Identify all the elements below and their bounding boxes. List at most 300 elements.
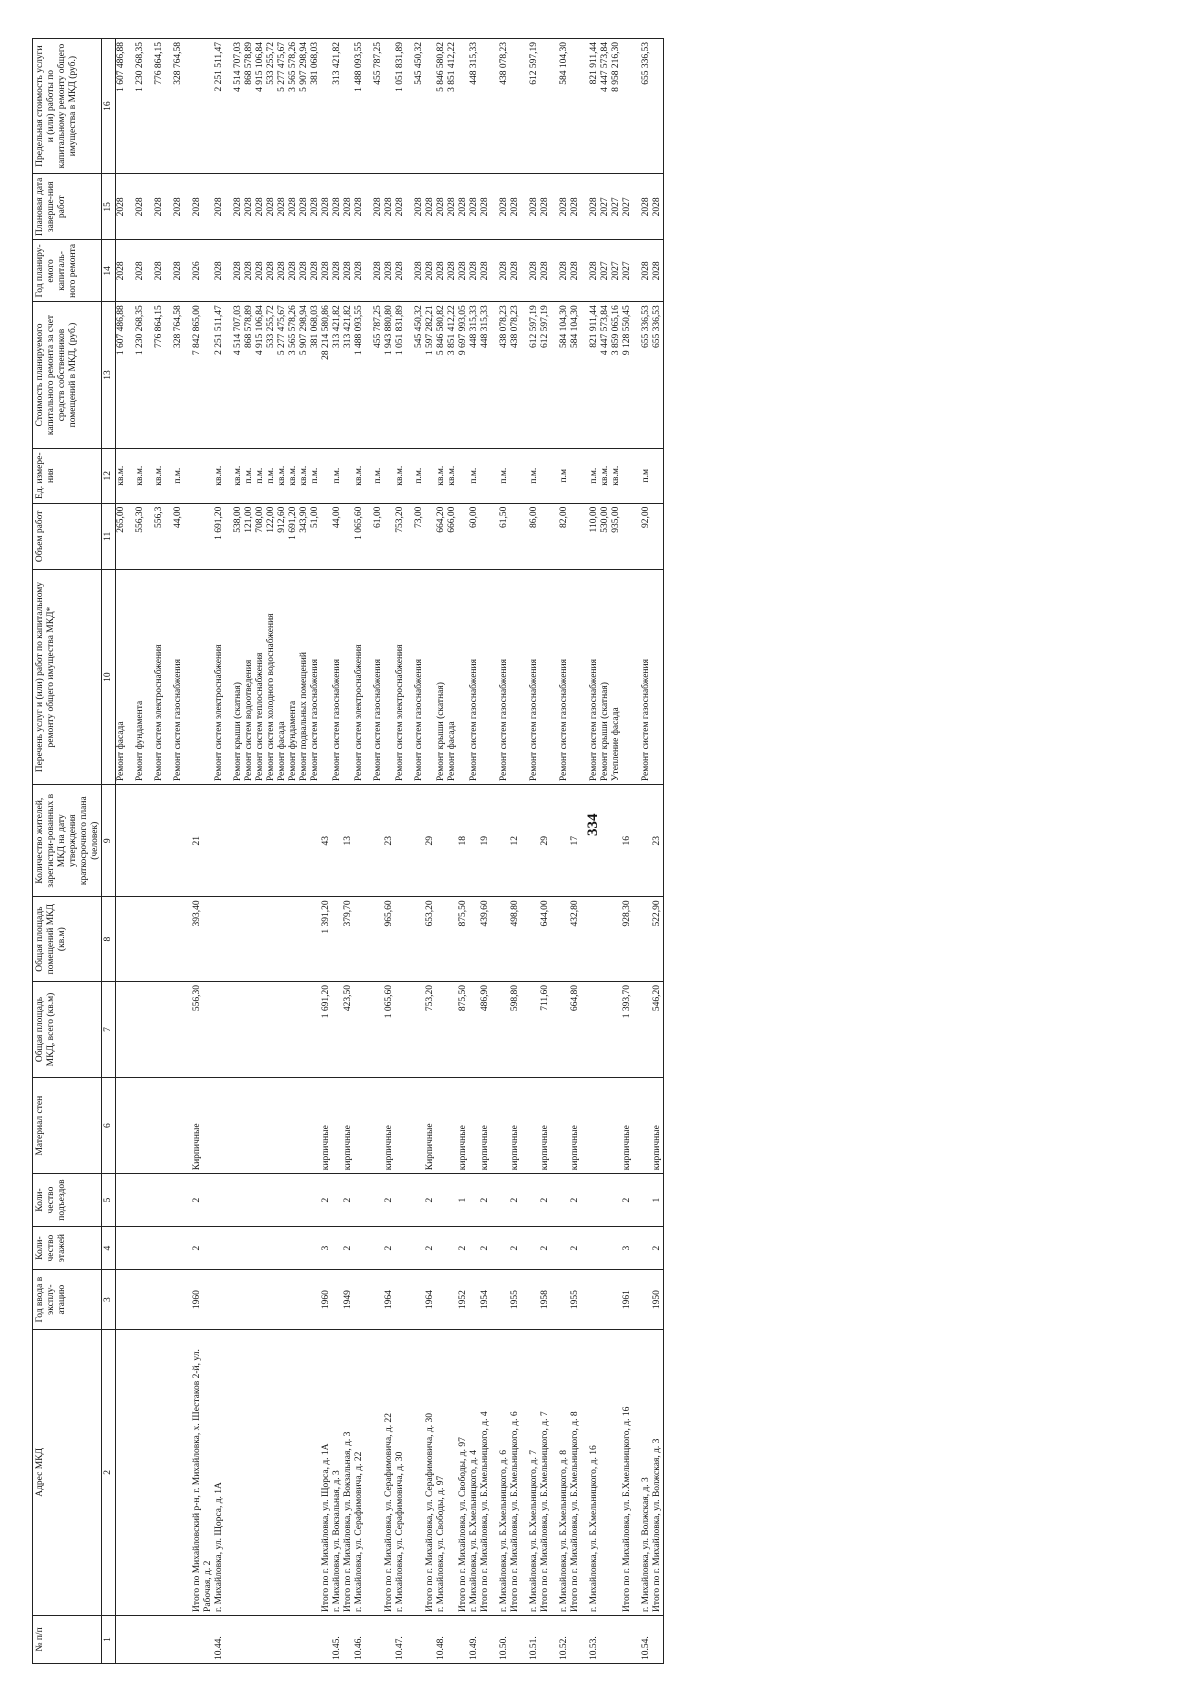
table-cell (581, 1329, 589, 1615)
table-cell: 2028 (299, 240, 310, 302)
table-cell (332, 1270, 343, 1330)
column-number: 9 (102, 785, 116, 897)
table-cell: 110,00 (589, 503, 600, 569)
table-cell (214, 1078, 225, 1174)
table-cell (233, 1226, 244, 1269)
table-cell (447, 1226, 458, 1269)
table-cell (521, 1174, 529, 1227)
table-cell: Ремонт подвальных помещений (299, 570, 310, 785)
table-cell: 965,60 (384, 897, 395, 982)
table-row (447, 39, 458, 1664)
table-cell (622, 503, 633, 569)
table-cell (395, 1226, 406, 1269)
table-cell (521, 897, 529, 982)
table-cell (395, 897, 406, 982)
table-row (425, 39, 436, 1664)
table-cell (332, 1078, 343, 1174)
table-cell: 2028 (570, 174, 581, 240)
table-cell (288, 1270, 299, 1330)
table-cell (310, 1329, 321, 1615)
column-number: 6 (102, 1078, 116, 1174)
table-cell: 8 958 216,30 (611, 39, 622, 174)
table-cell (633, 1329, 641, 1615)
table-cell (255, 1078, 266, 1174)
table-cell (480, 448, 491, 503)
table-cell: 2028 (255, 174, 266, 240)
table-row (611, 39, 622, 1664)
table-cell (146, 1174, 154, 1227)
table-cell (600, 1078, 611, 1174)
table-cell (581, 240, 589, 302)
table-cell: 522,90 (652, 897, 664, 982)
table-cell (173, 981, 184, 1077)
table-cell: 1955 (570, 1270, 581, 1330)
table-cell (551, 1078, 559, 1174)
table-cell: 912,60 (277, 503, 288, 569)
table-cell (332, 1226, 343, 1269)
column-header: Объем работ (33, 503, 102, 569)
table-cell (165, 448, 173, 503)
table-row (600, 39, 611, 1664)
table-cell: 313 421,82 (332, 39, 343, 174)
table-cell (135, 1329, 146, 1615)
table-cell: г. Михайловка, ул. Б.Хмельницкого, д. 16 (589, 1329, 600, 1615)
table-cell (184, 240, 192, 302)
table-cell (127, 897, 135, 982)
table-cell: 2028 (173, 240, 184, 302)
table-cell: кирпичные (384, 1078, 395, 1174)
column-number: 5 (102, 1174, 116, 1227)
table-cell (165, 1078, 173, 1174)
column-number: 2 (102, 1329, 116, 1615)
table-cell (116, 897, 128, 982)
table-cell (480, 503, 491, 569)
table-cell: 556,30 (135, 503, 146, 569)
table-cell (406, 1174, 414, 1227)
table-cell (499, 1174, 510, 1227)
table-cell: 73,00 (414, 503, 425, 569)
table-cell: 448 315,33 (469, 302, 480, 448)
table-cell (551, 785, 559, 897)
table-cell: г. Михайловка, ул. Б.Хмельницкого, д. 6 (499, 1329, 510, 1615)
table-cell: г. Михайловка, ул. Б.Хмельницкого, д. 8 (559, 1329, 570, 1615)
table-cell: 935,00 (611, 503, 622, 569)
table-cell: 381 068,03 (310, 302, 321, 448)
table-cell (146, 1078, 154, 1174)
table-cell (551, 981, 559, 1077)
table-cell: 379,70 (343, 897, 354, 982)
table-cell: 2 (384, 1174, 395, 1227)
table-row (332, 39, 343, 1664)
table-cell (425, 503, 436, 569)
table-cell: 1 597 282,21 (425, 302, 436, 448)
table-cell (581, 785, 589, 897)
table-cell: 393,40 (192, 897, 214, 982)
table-cell (581, 981, 589, 1077)
table-row (173, 39, 184, 1664)
table-cell (255, 785, 266, 897)
table-cell (154, 1226, 165, 1269)
table-cell: 5 907 298,94 (299, 302, 310, 448)
table-cell: 653,20 (425, 897, 436, 982)
table-cell: кирпичные (540, 1078, 551, 1174)
page-number: 334 (585, 813, 601, 836)
table-cell: Итого по г. Михайловка, ул. Б.Хмельницкого, д. 7 (540, 1329, 551, 1615)
table-cell: 1955 (510, 1270, 521, 1330)
table-cell: 655 336,53 (641, 39, 652, 174)
table-cell: 546,20 (652, 981, 664, 1077)
table-cell: кв.м. (436, 448, 447, 503)
table-cell (244, 1226, 255, 1269)
table-cell: 1958 (540, 1270, 551, 1330)
table-cell (491, 174, 499, 240)
table-cell (233, 1174, 244, 1227)
table-cell (184, 785, 192, 897)
table-cell: Ремонт крыши (скатная) (436, 570, 447, 785)
table-cell: 5 846 580,82 (436, 39, 447, 174)
table-cell (233, 981, 244, 1077)
table-cell (414, 1174, 425, 1227)
table-cell (354, 897, 365, 982)
table-cell (127, 1615, 135, 1663)
table-cell (244, 785, 255, 897)
table-cell: 3 (321, 1226, 332, 1269)
column-header: Год ввода в эксплу-атацию (33, 1270, 102, 1330)
table-cell (491, 1329, 499, 1615)
table-cell: 612 597,19 (529, 39, 540, 174)
table-cell (116, 1174, 128, 1227)
table-cell (559, 981, 570, 1077)
table-cell (146, 174, 154, 240)
column-header: Плановая дата заверше-ния работ (33, 174, 102, 240)
table-cell: Итого по г. Михайловка, ул. Б.Хмельницкого, д. 8 (570, 1329, 581, 1615)
table-row (570, 39, 581, 1664)
table-cell (244, 1329, 255, 1615)
table-cell (321, 39, 332, 174)
table-cell: г. Михайловка, ул. Свободы, д. 97 (436, 1329, 447, 1615)
table-cell: 10.47. (395, 1615, 406, 1663)
table-cell: 7 842 865,00 (192, 302, 214, 448)
table-cell (406, 1329, 414, 1615)
column-header: Ед. измере-ния (33, 448, 102, 503)
table-cell (266, 1174, 277, 1227)
table-row (529, 39, 540, 1664)
column-number-row (102, 39, 116, 1664)
table-cell (343, 39, 354, 174)
table-cell (491, 1615, 499, 1663)
table-cell (436, 897, 447, 982)
table-cell (581, 1078, 589, 1174)
table-cell: 2028 (233, 174, 244, 240)
table-cell (277, 897, 288, 982)
table-cell (225, 1615, 233, 1663)
table-cell (135, 1270, 146, 1330)
table-cell: 2028 (310, 240, 321, 302)
table-cell (406, 897, 414, 982)
table-cell: 2028 (469, 240, 480, 302)
table-cell (611, 897, 622, 982)
table-cell: 533 255,72 (266, 302, 277, 448)
table-cell: Ремонт фасада (116, 570, 128, 785)
table-cell: 2 (540, 1174, 551, 1227)
column-number: 3 (102, 1270, 116, 1330)
table-cell: 328 764,58 (173, 302, 184, 448)
column-number: 10 (102, 570, 116, 785)
table-cell (244, 1615, 255, 1663)
table-row (192, 39, 214, 1664)
table-cell (521, 570, 529, 785)
table-cell (633, 1226, 641, 1269)
table-cell (184, 897, 192, 982)
table-cell (343, 448, 354, 503)
table-cell (373, 1270, 384, 1330)
column-number: 11 (102, 503, 116, 569)
table-cell: 2028 (233, 240, 244, 302)
table-cell (600, 1270, 611, 1330)
table-cell: 2028 (458, 240, 469, 302)
table-cell (480, 570, 491, 785)
table-cell: 486,90 (480, 981, 491, 1077)
table-cell (652, 39, 664, 174)
table-cell (551, 897, 559, 982)
table-cell (225, 448, 233, 503)
column-number: 15 (102, 174, 116, 240)
table-row (277, 39, 288, 1664)
table-cell: 2028 (641, 174, 652, 240)
table-cell (589, 1226, 600, 1269)
table-cell: 545 450,32 (414, 39, 425, 174)
table-cell (365, 39, 373, 174)
table-cell (184, 174, 192, 240)
table-cell (184, 1174, 192, 1227)
table-cell: 381 068,03 (310, 39, 321, 174)
table-cell (154, 1078, 165, 1174)
table-cell: Итого по г. Михайловка, ул. Щорса, д. 1А (321, 1329, 332, 1615)
table-cell: 2028 (384, 174, 395, 240)
table-cell (266, 1226, 277, 1269)
table-cell (154, 1270, 165, 1330)
table-cell: 2028 (354, 174, 365, 240)
table-cell (581, 503, 589, 569)
table-cell (589, 981, 600, 1077)
table-cell (491, 785, 499, 897)
table-cell (551, 1615, 559, 1663)
table-cell (521, 174, 529, 240)
table-cell (365, 1270, 373, 1330)
table-cell (559, 1078, 570, 1174)
table-cell: 2028 (652, 174, 664, 240)
table-cell (633, 448, 641, 503)
table-cell: 2 (510, 1226, 521, 1269)
table-cell (622, 1615, 633, 1663)
table-cell: 44,00 (332, 503, 343, 569)
table-cell (184, 1615, 192, 1663)
table-row (310, 39, 321, 1664)
table-cell: 2028 (277, 174, 288, 240)
table-cell (436, 1174, 447, 1227)
table-cell: 1949 (343, 1270, 354, 1330)
table-cell (458, 39, 469, 174)
table-cell: 343,90 (299, 503, 310, 569)
table-cell (192, 503, 214, 569)
table-cell (600, 785, 611, 897)
table-cell (491, 240, 499, 302)
table-cell (559, 897, 570, 982)
table-cell (641, 1078, 652, 1174)
table-cell (146, 897, 154, 982)
table-cell: 776 864,15 (154, 39, 165, 174)
table-cell: 2 (540, 1226, 551, 1269)
table-cell (633, 1078, 641, 1174)
table-cell: Ремонт систем газоснабжения (173, 570, 184, 785)
table-cell (540, 503, 551, 569)
table-cell (127, 240, 135, 302)
table-cell (184, 39, 192, 174)
table-cell: Кирпичные (425, 1078, 436, 1174)
table-cell (491, 570, 499, 785)
table-cell: Ремонт систем газоснабжения (559, 570, 570, 785)
table-cell (192, 39, 214, 174)
table-cell (633, 503, 641, 569)
table-cell: 23 (652, 785, 664, 897)
table-cell: 43 (321, 785, 332, 897)
table-cell (332, 1174, 343, 1227)
table-cell: 868 578,89 (244, 302, 255, 448)
table-cell (354, 981, 365, 1077)
table-cell: 86,00 (529, 503, 540, 569)
table-cell: 29 (425, 785, 436, 897)
table-cell (652, 448, 664, 503)
table-cell (146, 448, 154, 503)
table-cell: 1 607 486,88 (116, 39, 128, 174)
table-cell (581, 448, 589, 503)
table-cell (233, 1615, 244, 1663)
table-cell (277, 1078, 288, 1174)
table-cell: п.м. (332, 448, 343, 503)
table-cell (127, 570, 135, 785)
table-cell: 455 787,25 (373, 39, 384, 174)
table-cell: 2028 (310, 174, 321, 240)
table-cell: Ремонт систем газоснабжения (414, 570, 425, 785)
table-row (499, 39, 510, 1664)
table-cell (127, 174, 135, 240)
table-cell: Ремонт систем газоснабжения (332, 570, 343, 785)
table-cell: Ремонт систем газоснабжения (310, 570, 321, 785)
table-cell: кв.м. (116, 448, 128, 503)
table-cell (589, 1270, 600, 1330)
table-cell: 82,00 (559, 503, 570, 569)
table-cell: 2028 (288, 174, 299, 240)
table-cell (154, 981, 165, 1077)
table-cell (288, 1078, 299, 1174)
table-cell (406, 39, 414, 174)
table-cell (184, 448, 192, 503)
table-cell (165, 1270, 173, 1330)
table-cell: кв.м. (233, 448, 244, 503)
table-cell: 2 (425, 1174, 436, 1227)
table-cell (165, 1615, 173, 1663)
table-cell (521, 448, 529, 503)
table-row (589, 39, 600, 1664)
table-cell (633, 897, 641, 982)
table-cell: Ремонт систем газоснабжения (529, 570, 540, 785)
column-header: Перечень услуг и (или) работ по капитальному ремонту общего имущества МКД* (33, 570, 102, 785)
table-cell (225, 503, 233, 569)
table-cell: 2 (570, 1226, 581, 1269)
table-cell (521, 1226, 529, 1269)
table-cell (184, 503, 192, 569)
table-cell (154, 785, 165, 897)
table-cell: кирпичные (622, 1078, 633, 1174)
table-cell (184, 1226, 192, 1269)
table-cell: 2028 (214, 174, 225, 240)
table-cell: 4 447 573,84 (600, 39, 611, 174)
table-cell: 5 907 298,94 (299, 39, 310, 174)
table-cell (277, 1270, 288, 1330)
column-number: 7 (102, 981, 116, 1077)
table-cell (135, 1615, 146, 1663)
table-row (384, 39, 395, 1664)
table-cell (146, 785, 154, 897)
table-cell (414, 1270, 425, 1330)
table-cell (469, 897, 480, 982)
table-cell: 2027 (600, 174, 611, 240)
table-cell (559, 1226, 570, 1269)
table-cell (406, 785, 414, 897)
table-cell: 2028 (373, 174, 384, 240)
table-cell: 2 (192, 1226, 214, 1269)
table-cell (510, 503, 521, 569)
table-cell: г. Михайловка, ул. Вокзальная, д. 3 (332, 1329, 343, 1615)
table-cell (373, 785, 384, 897)
table-cell (521, 503, 529, 569)
table-row (622, 39, 633, 1664)
table-cell: 2 (652, 1226, 664, 1269)
table-cell (491, 1226, 499, 1269)
table-cell: 1 (652, 1174, 664, 1227)
table-cell (173, 897, 184, 982)
table-cell: п.м. (255, 448, 266, 503)
table-cell: 2028 (447, 240, 458, 302)
table-cell: 423,50 (343, 981, 354, 1077)
table-cell: г. Михайловка, ул. Серафимовича, д. 22 (354, 1329, 365, 1615)
table-cell (154, 897, 165, 982)
table-cell (414, 981, 425, 1077)
table-cell (146, 1329, 154, 1615)
table-cell: 2 (192, 1174, 214, 1227)
table-row (458, 39, 469, 1664)
table-cell (373, 1226, 384, 1269)
table-cell (499, 1078, 510, 1174)
table-cell (321, 1615, 332, 1663)
table-cell (600, 1615, 611, 1663)
table-cell (521, 302, 529, 448)
table-cell (225, 897, 233, 982)
table-cell (321, 448, 332, 503)
table-cell (116, 1226, 128, 1269)
table-row (154, 39, 165, 1664)
table-cell: 2028 (321, 240, 332, 302)
table-cell: 2027 (600, 240, 611, 302)
table-cell (395, 785, 406, 897)
table-cell: 1 691,20 (288, 503, 299, 569)
table-cell (510, 570, 521, 785)
table-cell (395, 981, 406, 1077)
table-cell (529, 1078, 540, 1174)
table-cell (499, 1270, 510, 1330)
table-cell (192, 570, 214, 785)
table-cell (521, 240, 529, 302)
